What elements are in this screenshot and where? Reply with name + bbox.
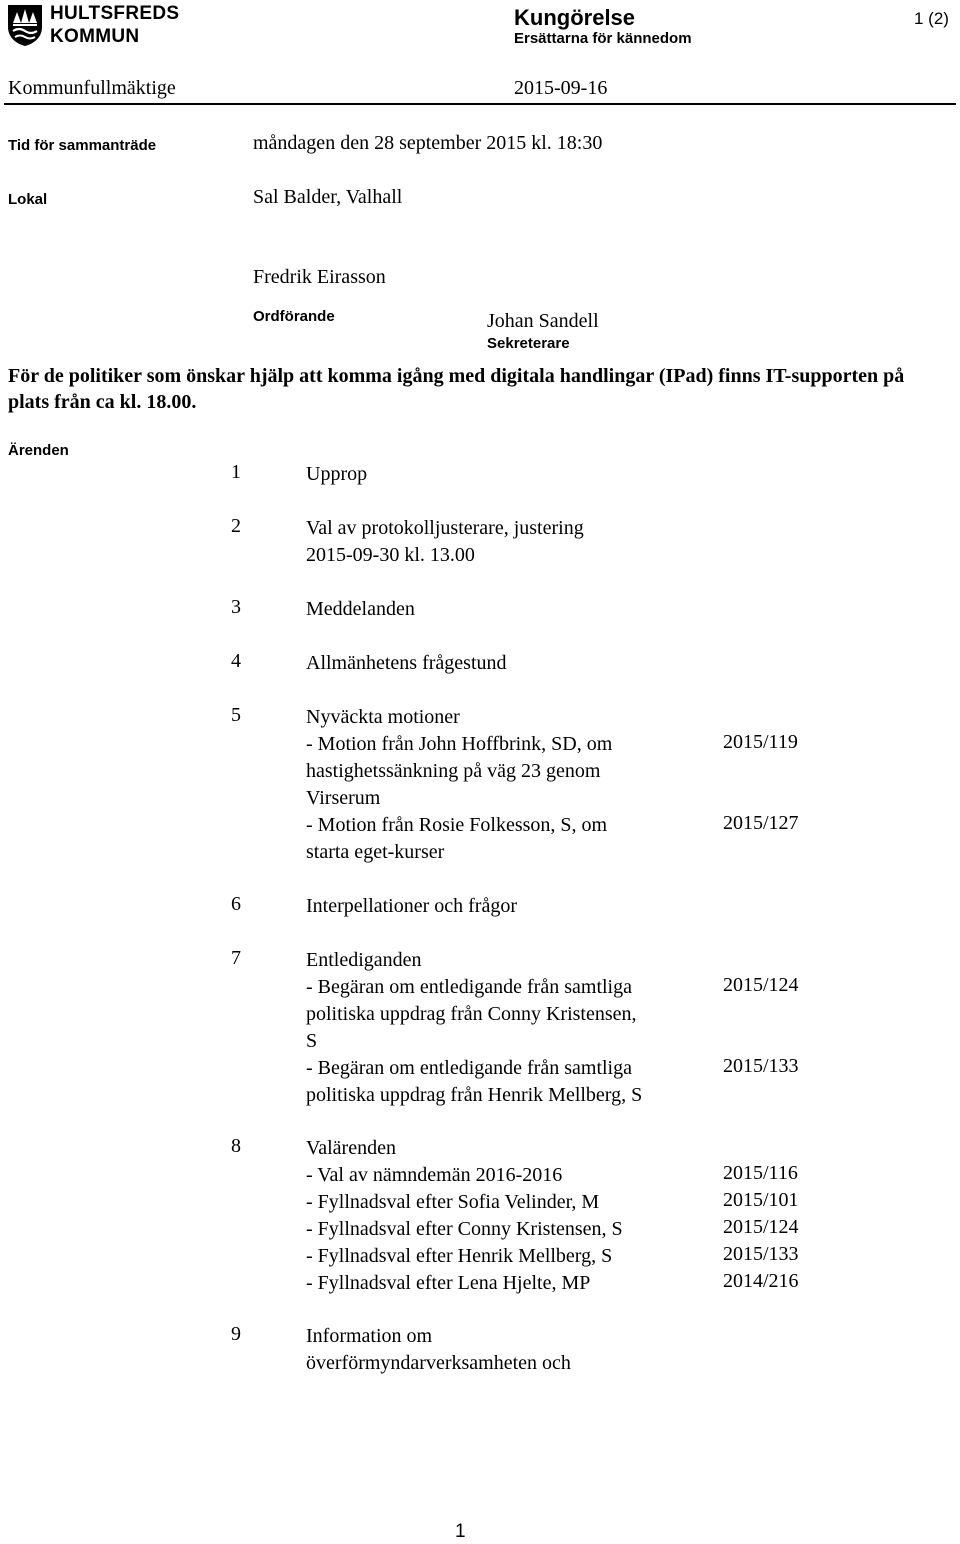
agenda-item-number: 1 (231, 461, 241, 483)
header-divider (4, 103, 956, 105)
agenda-item-number: 4 (231, 650, 241, 672)
agenda-item-number: 5 (231, 704, 241, 726)
agenda-item-title: Allmänhetens frågestund (306, 652, 507, 674)
agenda-item-line: - Begäran om entledigande från samtliga (306, 976, 632, 998)
document-date: 2015-09-16 (514, 77, 608, 99)
case-reference: 2015/101 (723, 1189, 799, 1211)
document-title: Kungörelse (514, 5, 636, 30)
case-reference: 2015/119 (723, 731, 798, 753)
crest-icon (6, 3, 44, 47)
agenda-item-line: 2015-09-30 kl. 13.00 (306, 544, 475, 566)
case-reference: 2015/133 (723, 1055, 799, 1077)
agenda-item-title: Interpellationer och frågor (306, 895, 518, 917)
agenda-label: Ärenden (8, 442, 69, 459)
agenda-item-title: Meddelanden (306, 598, 415, 620)
agenda-item-line: Virserum (306, 787, 381, 809)
it-support-notice: För de politiker som önskar hjälp att komma igång med digitala handlingar (IPad) finns IT-supporten på plats från ca kl. 18.00. (8, 365, 905, 413)
organ-name: Kommunfullmäktige (8, 77, 176, 99)
agenda-item-line: S (306, 1030, 318, 1052)
logo-line-1: HULTSFREDS (50, 3, 180, 24)
secretary-name: Johan Sandell (487, 310, 599, 332)
case-reference: 2014/216 (723, 1270, 799, 1292)
agenda-item-number: 6 (231, 893, 241, 915)
case-reference: 2015/124 (723, 1216, 799, 1238)
agenda-item-number: 3 (231, 596, 241, 618)
agenda-item-number: 8 (231, 1135, 241, 1157)
agenda-item-title: Information om (306, 1325, 433, 1347)
case-reference: 2015/127 (723, 812, 799, 834)
case-reference: 2015/133 (723, 1243, 799, 1265)
agenda-item-number: 7 (231, 947, 241, 969)
agenda-item-line: - Val av nämndemän 2016-2016 (306, 1164, 563, 1186)
agenda-item-line: politiska uppdrag från Conny Kristensen, (306, 1003, 637, 1025)
agenda-item-line: starta eget-kurser (306, 841, 445, 863)
agenda-item-number: 9 (231, 1323, 241, 1345)
agenda-item-line: - Motion från John Hoffbrink, SD, om (306, 733, 613, 755)
page-number: 1 (455, 1521, 466, 1542)
chair-name: Fredrik Eirasson (253, 266, 386, 288)
page-indicator: 1 (2) (914, 9, 949, 28)
place-label: Lokal (8, 191, 48, 208)
agenda-item-line: - Fyllnadsval efter Conny Kristensen, S (306, 1218, 623, 1240)
agenda-item-line: hastighetssänkning på väg 23 genom (306, 760, 601, 782)
agenda-item-line: överförmyndarverksamheten och (306, 1352, 571, 1374)
agenda-item-line: - Fyllnadsval efter Henrik Mellberg, S (306, 1245, 613, 1267)
time-value: måndagen den 28 september 2015 kl. 18:30 (253, 132, 603, 154)
agenda-item-title: Entlediganden (306, 949, 422, 971)
agenda-item-line: - Begäran om entledigande från samtliga (306, 1057, 632, 1079)
case-reference: 2015/116 (723, 1162, 798, 1184)
secretary-label: Sekreterare (487, 335, 570, 352)
time-label: Tid för sammanträde (8, 137, 157, 154)
municipality-logo (6, 3, 186, 49)
agenda-item-line: - Fyllnadsval efter Sofia Velinder, M (306, 1191, 600, 1213)
case-reference: 2015/124 (723, 974, 799, 996)
place-value: Sal Balder, Valhall (253, 186, 403, 208)
agenda-item-title: Valärenden (306, 1137, 396, 1159)
agenda-item-line: politiska uppdrag från Henrik Mellberg, S (306, 1084, 643, 1106)
agenda-item-title: Val av protokolljusterare, justering (306, 517, 584, 539)
agenda-item-number: 2 (231, 515, 241, 537)
agenda-item-line: - Motion från Rosie Folkesson, S, om (306, 814, 608, 836)
chair-label: Ordförande (253, 308, 335, 325)
agenda-item-title: Upprop (306, 463, 368, 485)
document-subtitle: Ersättarna för kännedom (514, 30, 692, 47)
logo-line-2: KOMMUN (50, 26, 140, 47)
agenda-item-line: - Fyllnadsval efter Lena Hjelte, MP (306, 1272, 591, 1294)
agenda-item-title: Nyväckta motioner (306, 706, 460, 728)
